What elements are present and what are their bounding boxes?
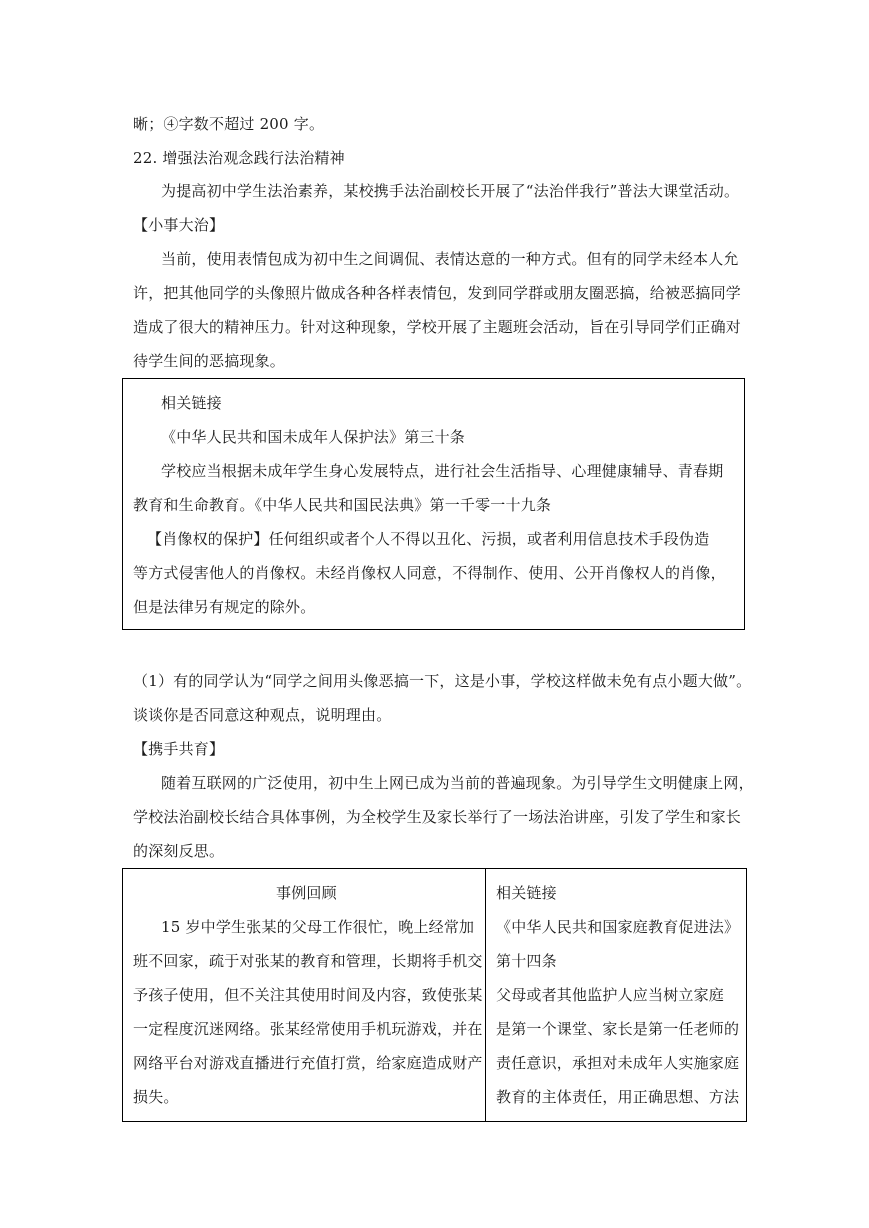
law-text-line: 但是法律另有规定的除外。 xyxy=(133,598,316,616)
case-text-line: 15 岁中学生张某的父母工作很忙，晚上经常加 xyxy=(161,918,475,936)
case-text-line: 予孩子使用，但不关注其使用时间及内容，致使张某 xyxy=(133,986,483,1004)
sub-question-line: 谈谈你是否同意这种观点，说明理由。 xyxy=(133,706,392,724)
case-text-line: 一定程度沉迷网络。张某经常使用手机玩游戏，并在 xyxy=(133,1020,483,1038)
links-text-line: 《中华人民共和国家庭教育促进法》 xyxy=(496,918,740,936)
section1-para-line: 许，把其他同学的头像照片做成各种各样表情包，发到同学群或朋友圈恶搞，给被恶搞同学 xyxy=(133,284,742,302)
table-divider xyxy=(485,868,486,1122)
question-title: 22. 增强法治观念践行法治精神 xyxy=(133,149,345,167)
section2-para-line: 学校法治副校长结合具体事例，为全校学生及家长举行了一场法治讲座，引发了学生和家长 xyxy=(133,808,742,826)
intro-paragraph: 为提高初中学生法治素养，某校携手法治副校长开展了“法治伴我行”普法大课堂活动。 xyxy=(161,182,740,200)
section2-para-line: 的深刻反思。 xyxy=(133,842,225,860)
law-text-line: 教育和生命教育。《中华人民共和国民法典》第一千零一十九条 xyxy=(133,496,552,514)
law-text-line: 等方式侵害他人的肖像权。未经肖像权人同意，不得制作、使用、公开肖像权人的肖像， xyxy=(133,564,726,582)
links-text-line: 父母或者其他监护人应当树立家庭 xyxy=(496,986,725,1004)
continuation-line: 晰；④字数不超过 200 字。 xyxy=(133,115,325,133)
case-text-line: 班不回家，疏于对张某的教育和管理，长期将手机交 xyxy=(133,952,483,970)
section2-para-line: 随着互联网的广泛使用，初中生上网已成为当前的普遍现象。为引导学生文明健康上网， xyxy=(161,774,754,792)
case-text-line: 网络平台对游戏直播进行充值打赏，给家庭造成财产 xyxy=(133,1054,483,1072)
law-citation: 《中华人民共和国未成年人保护法》第三十条 xyxy=(161,428,466,446)
links-text-line: 教育的主体责任，用正确思想、方法 xyxy=(496,1088,740,1106)
section1-para-line: 当前，使用表情包成为初中生之间调侃、表情达意的一种方式。但有的同学未经本人允 xyxy=(161,250,739,268)
links-column-title: 相关链接 xyxy=(496,884,557,902)
law-text-line: 学校应当根据未成年学生身心发展特点，进行社会生活指导、心理健康辅导、青春期 xyxy=(161,462,724,480)
law-text-line: 【肖像权的保护】任何组织或者个人不得以丑化、污损，或者利用信息技术手段伪造 xyxy=(147,530,710,548)
section-heading-2: 【携手共育】 xyxy=(133,740,225,758)
section1-para-line: 造成了很大的精神压力。针对这种现象，学校开展了主题班会活动，旨在引导同学们正确对 xyxy=(133,318,742,336)
links-text-line: 第十四条 xyxy=(496,952,557,970)
case-text-line: 损失。 xyxy=(133,1088,179,1106)
links-text-line: 是第一个课堂、家长是第一任老师的 xyxy=(496,1020,740,1038)
links-text-line: 责任意识，承担对未成年人实施家庭 xyxy=(496,1054,740,1072)
box-title: 相关链接 xyxy=(161,394,222,412)
section1-para-line: 待学生间的恶搞现象。 xyxy=(133,352,286,370)
section-heading-1: 【小事大治】 xyxy=(133,216,225,234)
case-column-title: 事例回顾 xyxy=(276,884,337,902)
sub-question-line: （1）有的同学认为“同学之间用头像恶搞一下，这是小事，学校这样做未免有点小题大做”。 xyxy=(133,672,752,690)
